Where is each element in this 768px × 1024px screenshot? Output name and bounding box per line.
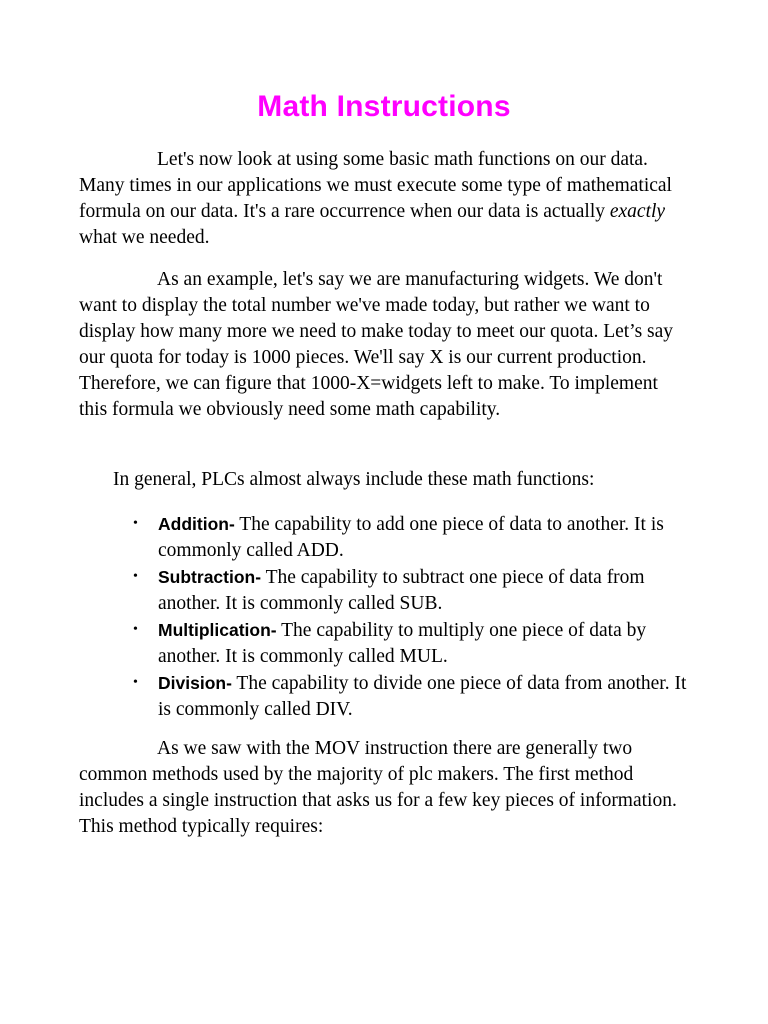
term-addition: Addition- bbox=[158, 514, 235, 534]
desc-addition: The capability to add one piece of data to another. It is commonly called ADD. bbox=[158, 514, 664, 561]
bullet-icon: • bbox=[133, 516, 138, 531]
term-multiplication: Multiplication- bbox=[158, 620, 277, 640]
term-division: Division- bbox=[158, 673, 232, 693]
list-item-subtraction bbox=[133, 564, 698, 617]
desc-multiplication: The capability to multiply one piece of data by another. It is commonly called MUL. bbox=[158, 620, 647, 667]
paragraph-general: In general, PLCs almost always include these math functions: bbox=[113, 469, 595, 490]
page-title: Math Instructions bbox=[257, 90, 511, 123]
bullet-icon: • bbox=[133, 622, 138, 637]
paragraph-example: As an example, let's say we are manufacturing widgets. We don't want to display the total number we've made today, but rather we want to display how many more we need to make today to meet our quota. Let’s say our quota for today is 1000 pieces. We'll say X is our current production. Therefore, we can figure that 1000-X=widgets left to make. To implement this formula we obviously need some math capability. bbox=[79, 269, 674, 420]
paragraph-intro-text: Let's now look at using some basic math functions on our data. Many times in our applications we must execute some type of mathematical formula on our data. It's a rare occurrence when our data is actually bbox=[79, 149, 672, 222]
list-item-multiplication bbox=[133, 617, 698, 670]
paragraph-intro bbox=[79, 147, 689, 251]
paragraph-methods: As we saw with the MOV instruction there are generally two common methods used by the majority of plc makers. The first method includes a single instruction that asks us for a few key pieces of information. This method typically requires: bbox=[79, 738, 677, 837]
paragraph-intro-end: what we needed. bbox=[79, 227, 210, 248]
bullet-icon: • bbox=[133, 675, 138, 690]
bullet-icon: • bbox=[133, 569, 138, 584]
math-functions-list bbox=[133, 511, 698, 723]
desc-division: The capability to divide one piece of data from another. It is commonly called DIV. bbox=[158, 673, 687, 720]
term-subtraction: Subtraction- bbox=[158, 567, 262, 587]
desc-subtraction: The capability to subtract one piece of data from another. It is commonly called SUB. bbox=[158, 567, 645, 614]
list-item-addition bbox=[133, 511, 698, 564]
list-item-division bbox=[133, 670, 698, 723]
emphasis-exactly: exactly bbox=[609, 201, 666, 222]
